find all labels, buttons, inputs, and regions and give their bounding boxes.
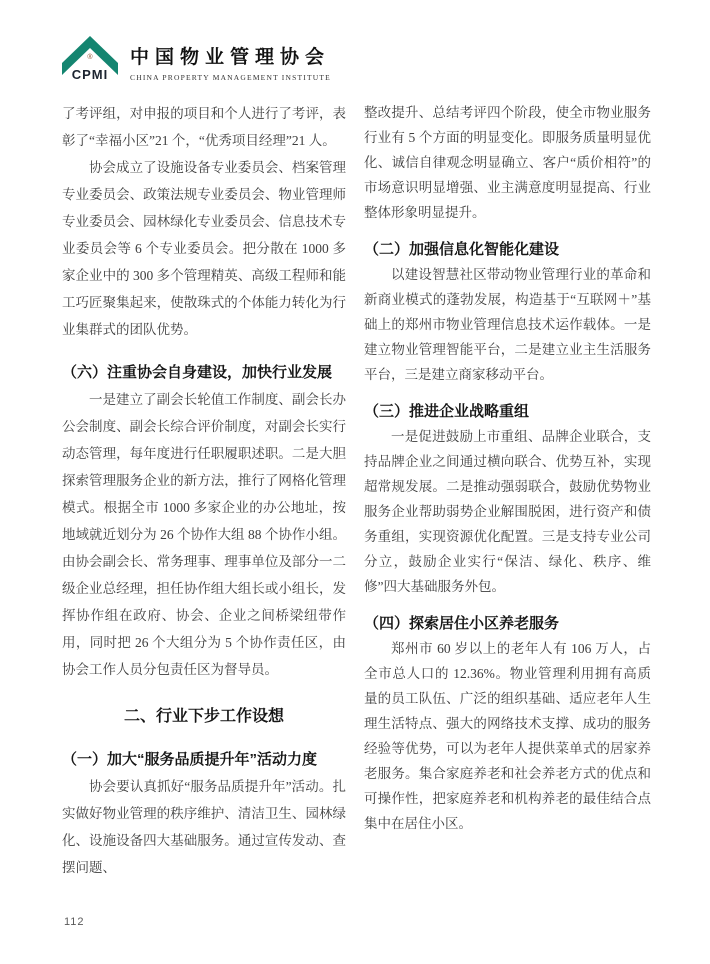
section-6-body: 一是建立了副会长轮值工作制度、副会长办公会制度、副会长综合评价制度，对副会长实行动态管理，每年度进行任职履职述职。二是大胆探索管理服务企业的新方法，推行了网格化管理模式。根据全市 1000 多家企业的办公地址，按地域就近划分为 26 个协作大组 88 个协作小组。由协会副会长、常务理事、理事单位及部分一二级企业总经理，担任协作组大组长或小组长，发挥协作组在政府、协会、企业之间桥梁纽带作用，同时把 26 个大组分为 5 个协作责任区，由协会工作人员分包责任区为督导员。 xyxy=(62,392,346,677)
carryover-paragraph: 整改提升、总结考评四个阶段，使全市物业服务行业有 5 个方面的明显变化。即服务质量明显优化、诚信自律观念明显确立、客户“质价相符”的市场意识明显增强、业主满意度明显提高、行业整体形象明显提升。 xyxy=(364,105,651,220)
registered-mark: ® xyxy=(87,54,93,61)
left-column xyxy=(62,100,346,881)
section-3-heading: （三）推进企业战略重组 xyxy=(364,403,530,420)
page-number: 112 xyxy=(64,916,85,928)
section-2-body: 以建设智慧社区带动物业管理行业的革命和新商业模式的蓬勃发展，构造基于“互联网＋”基础上的郑州市物业管理信息技术运作载体。一是建立物业管理智能平台，二是建立业主生活服务平台，三是建立商家移动平台。 xyxy=(364,267,651,382)
org-title-chinese: 中国物业管理协会 xyxy=(130,47,331,68)
section-4-heading: （四）探索居住小区养老服务 xyxy=(364,615,560,632)
section-1-body: 协会要认真抓好“服务品质提升年”活动。扎实做好物业管理的秩序维护、清洁卫生、园林绿化、设施设备四大基础服务。通过宣传发动、查摆问题、 xyxy=(62,779,346,875)
page-header xyxy=(62,36,331,82)
cpmi-logo xyxy=(62,36,118,82)
logo-acronym: CPMI xyxy=(71,67,109,82)
org-title-english: CHINA PROPERTY MANAGEMENT INSTITUTE xyxy=(130,73,331,82)
carryover-paragraph: 了考评组，对申报的项目和个人进行了考评，表彰了“幸福小区”21 个，“优秀项目经理”21 人。 xyxy=(62,106,346,148)
chapter-2-heading: 二、行业下步工作设想 xyxy=(123,708,284,725)
section-4-body: 郑州市 60 岁以上的老年人有 106 万人，占全市总人口的 12.36%。物业管理利用拥有高质量的员工队伍、广泛的组织基础、适应老年人生理生活特点、强大的网络技术支撑、成功的服务经验等优势，可以为老年人提供菜单式的居家养老服务。集合家庭养老和社会养老方式的优点和可操作性，把家庭养老和机构养老的最佳结合点集中在居住小区。 xyxy=(364,641,651,831)
right-column xyxy=(364,100,651,836)
section-2-heading: （二）加强信息化智能化建设 xyxy=(364,241,560,258)
org-titles xyxy=(130,36,331,82)
section-6-heading: （六）注重协会自身建设，加快行业发展 xyxy=(62,364,333,381)
section-3-body: 一是促进鼓励上市重组、品牌企业联合，支持品牌企业之间通过横向联合、优势互补，实现超常规发展。二是推动强弱联合，鼓励优势物业服务企业帮助弱势企业解围脱困，进行资产和债务重组，实现资源优化配置。三是支持专业公司分立，鼓励企业实行“保洁、绿化、秩序、维修”四大基础服务外包。 xyxy=(364,429,651,594)
section-1-heading: （一）加大“服务品质提升年”活动力度 xyxy=(62,751,318,768)
committees-paragraph: 协会成立了设施设备专业委员会、档案管理专业委员会、政策法规专业委员会、物业管理师专业委员会、园林绿化专业委员会、信息技术专业委员会等 6 个专业委员会。把分散在 1000 多家企业中的 300 多个管理精英、高级工程师和能工巧匠聚集起来，使散珠式的个体能力转化为行业集群式的团队优势。 xyxy=(62,160,346,337)
